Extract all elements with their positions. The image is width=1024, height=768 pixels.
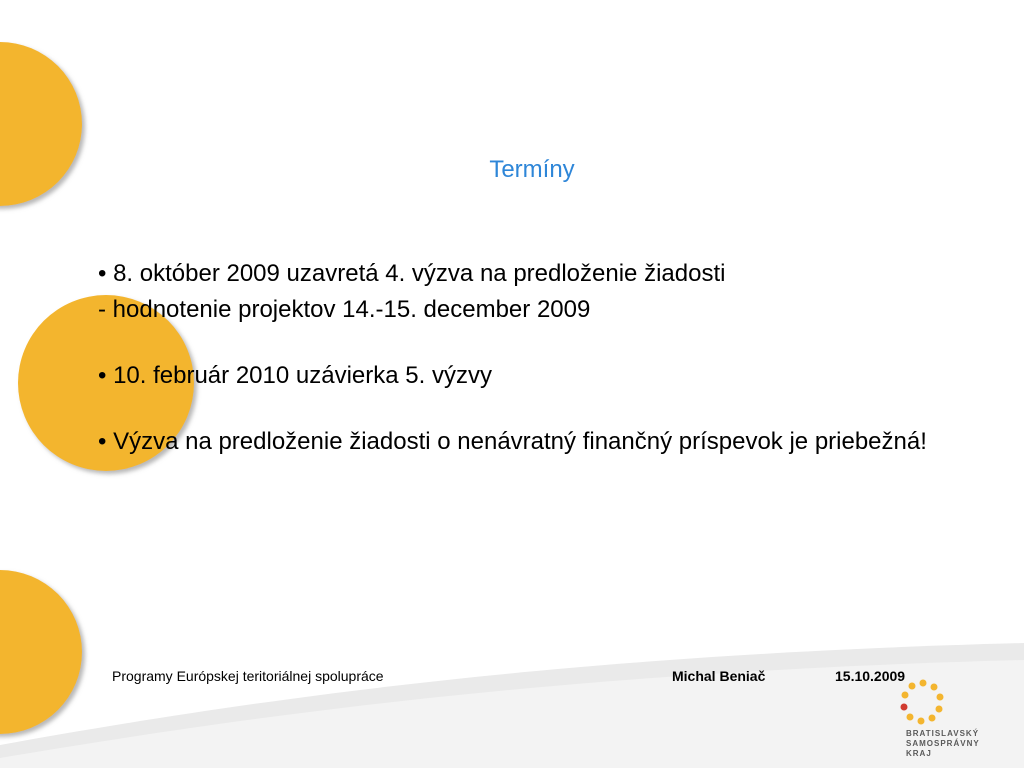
footer-date: 15.10.2009 (835, 668, 906, 684)
spacer (98, 394, 966, 424)
bullet-item-1-subline: - hodnotenie projektov 14.-15. december 2009 (98, 296, 591, 323)
logo-line-3: KRAJ (906, 749, 932, 758)
logo-dots-icon (898, 679, 948, 725)
footer-program: Programy Európskej teritoriálnej spolupráce (112, 668, 384, 684)
logo-line-2: SAMOSPRÁVNY (906, 739, 980, 748)
footer-author: Michal Beniač (672, 668, 766, 684)
bullet-item-1: • 8. október 2009 uzavretá 4. výzva na predloženie žiadosti (98, 260, 726, 287)
bullet-item-2: • 10. február 2010 uzávierka 5. výzvy (98, 362, 492, 389)
logo-line-1: BRATISLAVSKÝ (906, 729, 980, 738)
slide-title: Termíny (489, 156, 575, 183)
slide-content (98, 256, 966, 460)
yellow-circle-bottom (0, 570, 82, 734)
logo-text (906, 729, 980, 759)
spacer (98, 328, 966, 358)
bullet-item-3: • Výzva na predloženie žiadosti o nenávratný finančný príspevok je priebežná! (98, 428, 927, 455)
